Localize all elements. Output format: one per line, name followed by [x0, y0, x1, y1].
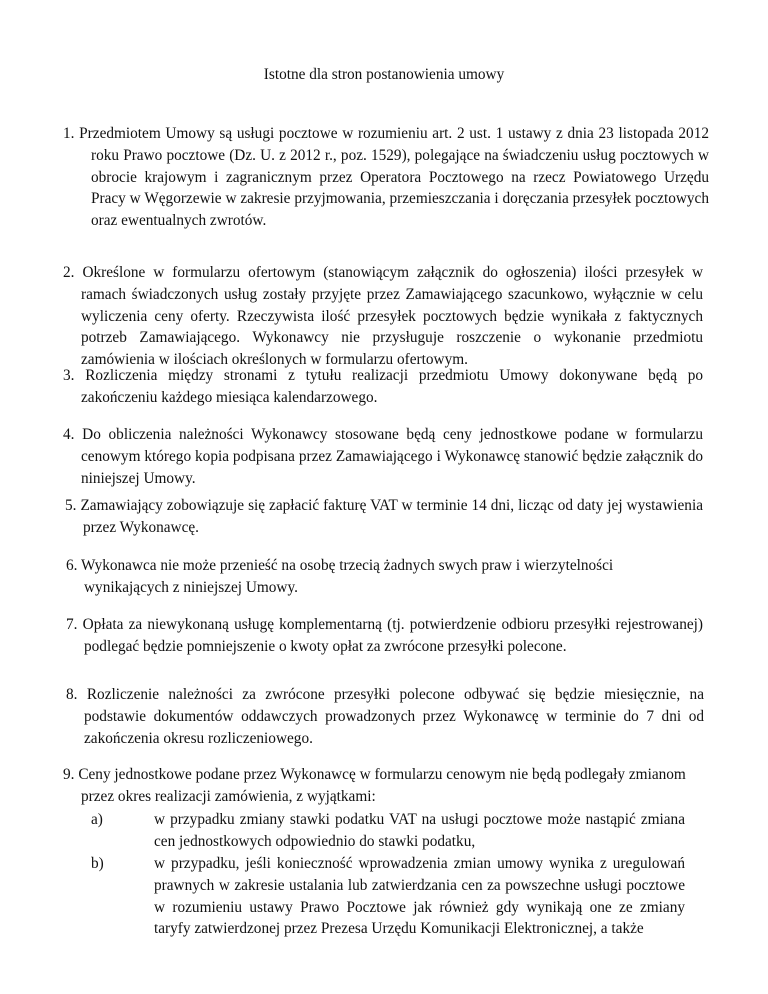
- subitem-b-text: w przypadku, jeśli konieczność wprowadzenia zmian umowy wynika z uregulowań prawnych w zakresie ustalania lub zatwierdzania cen za powszechne usługi pocztowe w rozumieniu ustawy Prawo Pocztowe jak również gdy wynikają one ze zmiany taryfy zatwierdzonej przez Prezesa Urzędu Komunikacji Elektronicznej, a także: [154, 855, 685, 938]
- paragraph-2-number: 2.: [63, 264, 75, 281]
- paragraph-9-number: 9.: [63, 766, 75, 783]
- paragraph-7-text: Opłata za niewykonaną usługę komplementarną (tj. potwierdzenie odbioru przesyłki rejestrowanej) podlegać będzie pomniejszenie o kwoty opłat za zwrócone przesyłki polecone.: [82, 616, 703, 655]
- paragraph-9-text: Ceny jednostkowe podane przez Wykonawcę w formularzu cenowym nie będą podlegały zmianom przez okres realizacji zamówienia, z wyjątkami:: [78, 766, 686, 805]
- subitem-b-label: b): [91, 855, 104, 872]
- paragraph-9: [63, 764, 703, 808]
- paragraph-4-text: Do obliczenia należności Wykonawcy stosowane będą ceny jednostkowe podane w formularzu cenowym którego kopia podpisana przez Zamawiającego i Wykonawcę stanowić będzie załącznik do niniejszej Umowy.: [81, 426, 703, 487]
- paragraph-7: [66, 614, 703, 658]
- paragraph-3-number: 3.: [63, 367, 75, 384]
- paragraph-8: [66, 684, 704, 749]
- paragraph-2: [63, 262, 703, 371]
- document-title: Istotne dla stron postanowienia umowy: [263, 66, 505, 83]
- paragraph-8-text: Rozliczenie należności za zwrócone przesyłki polecone odbywać się będzie miesięcznie, na podstawie dokumentów oddawczych prowadzonych przez Wykonawcę w terminie do 7 dni od zakończenia okresu rozliczeniowego.: [84, 686, 704, 747]
- paragraph-1-number: 1.: [63, 125, 75, 142]
- subitem-a-text: w przypadku zmiany stawki podatku VAT na usługi pocztowe może nastąpić zmiana cen jednostkowych odpowiednio do stawki podatku,: [154, 811, 685, 850]
- paragraph-5-text: Zamawiający zobowiązuje się zapłacić fakturę VAT w terminie 14 dni, licząc od daty jej wystawienia przez Wykonawcę.: [80, 497, 703, 536]
- paragraph-3: [63, 365, 703, 409]
- paragraph-7-number: 7.: [66, 616, 78, 633]
- paragraph-5-number: 5.: [65, 497, 77, 514]
- paragraph-4: [63, 424, 703, 489]
- paragraph-6-number: 6.: [66, 557, 78, 574]
- paragraph-4-number: 4.: [63, 426, 75, 443]
- paragraph-6: [66, 555, 684, 599]
- paragraph-3-text: Rozliczenia między stronami z tytułu realizacji przedmiotu Umowy dokonywane będą po zakończeniu każdego miesiąca kalendarzowego.: [81, 367, 703, 406]
- paragraph-5: [65, 495, 703, 539]
- paragraph-1-text: Przedmiotem Umowy są usługi pocztowe w rozumieniu art. 2 ust. 1 ustawy z dnia 23 listopada 2012 roku Prawo pocztowe (Dz. U. z 2012 r., poz. 1529), polegające na świadczeniu usług pocztowych w obrocie krajowym i zagranicznym przez Operatora Pocztowego na rzecz Powiatowego Urzędu Pracy w Węgorzewie w zakresie przyjmowania, przemieszczania i doręczania przesyłek pocztowych oraz ewentualnych zwrotów.: [79, 125, 709, 230]
- subitem-a-label: a): [91, 811, 103, 828]
- paragraph-6-text: Wykonawca nie może przenieść na osobę trzecią żadnych swych praw i wierzytelności wynikających z niniejszej Umowy.: [81, 557, 614, 596]
- paragraph-8-number: 8.: [66, 686, 78, 703]
- paragraph-1: [63, 123, 709, 232]
- paragraph-2-text: Określone w formularzu ofertowym (stanowiącym załącznik do ogłoszenia) ilości przesyłek w ramach świadczonych usług zostały przyjęte przez Zamawiającego szacunkowo, wyłącznie w celu wyliczenia ceny oferty. Rzeczywista ilość przesyłek pocztowych będzie wynikała z faktycznych potrzeb Zamawiającego. Wykonawcy nie przysługuje roszczenie o wykonanie przedmiotu zamówienia w ilościach określonych w formularzu ofertowym.: [81, 264, 704, 369]
